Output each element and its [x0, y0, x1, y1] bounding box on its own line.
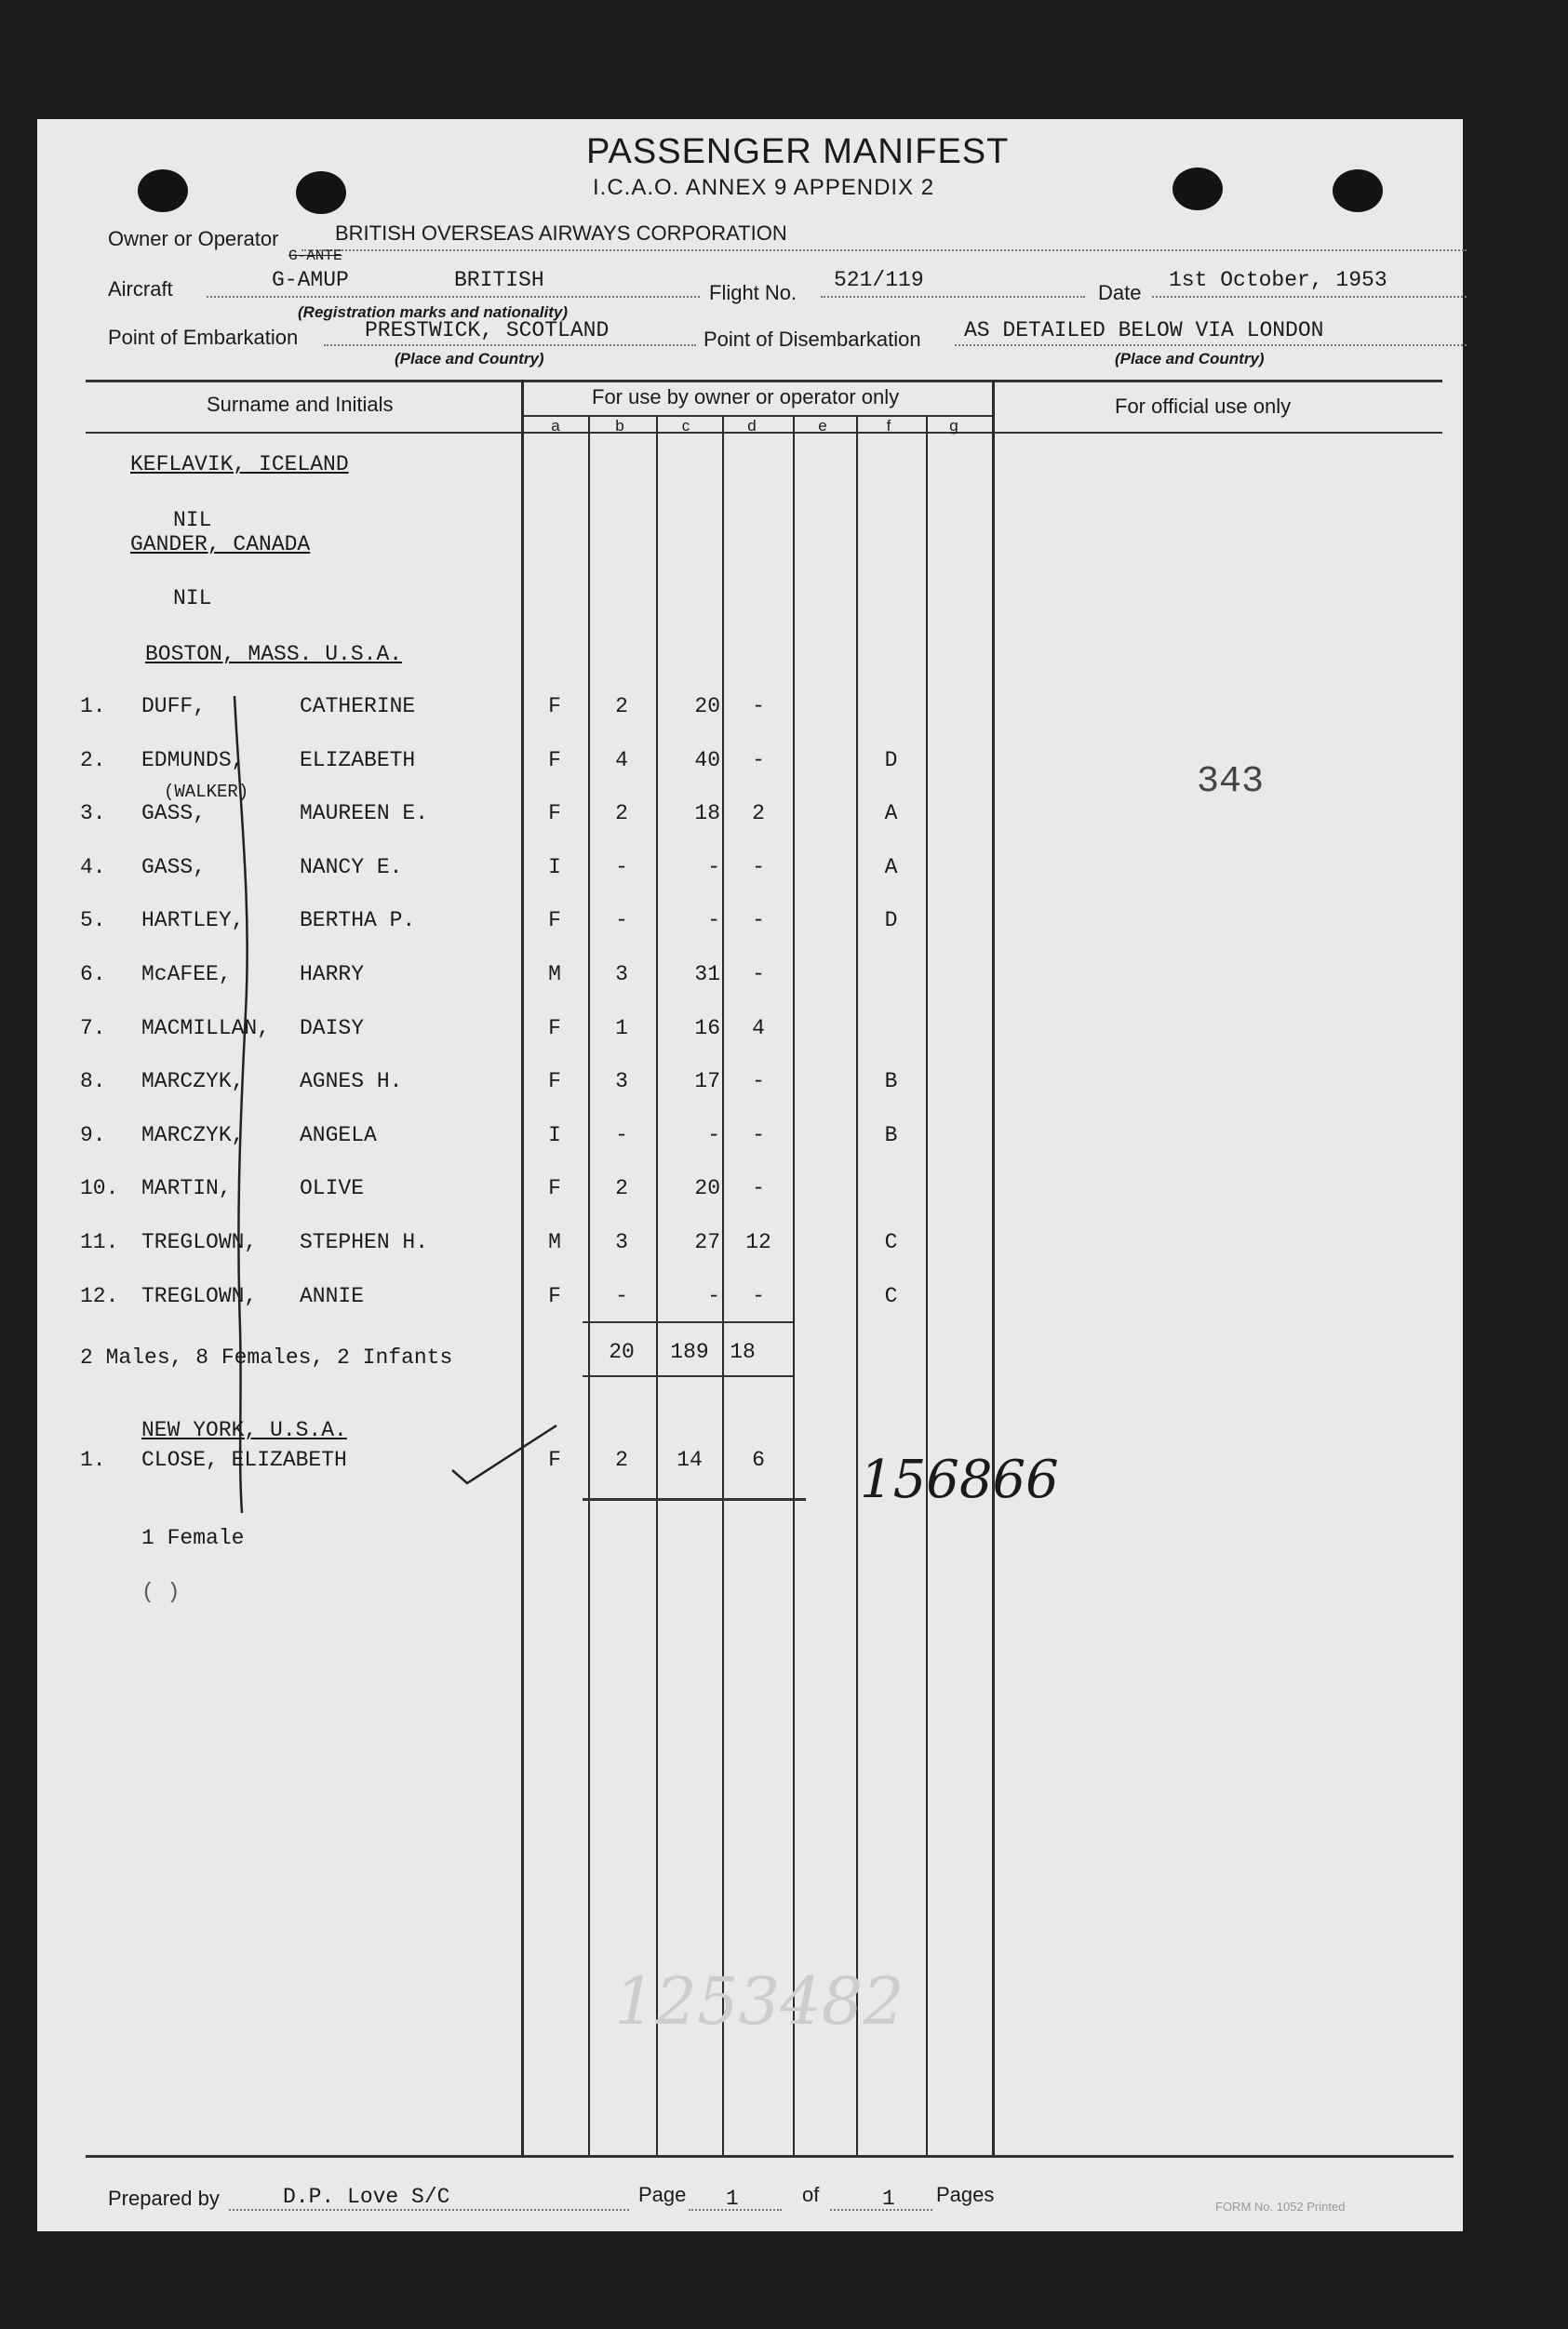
flight-label: Flight No.: [709, 281, 797, 304]
passenger-f: A: [884, 801, 898, 826]
owner-label: Owner or Operator: [108, 227, 279, 250]
passenger-num: 2.: [80, 747, 106, 772]
registration-note: (Registration marks and nationality): [298, 303, 568, 321]
passenger-c: -: [707, 854, 720, 879]
manifest-page: [37, 119, 1463, 2231]
section-boston: BOSTON, MASS. U.S.A.: [145, 642, 403, 666]
ny-row-d: 6: [752, 1448, 765, 1472]
embarkation-label: Point of Embarkation: [108, 326, 299, 349]
passenger-c: 27: [694, 1230, 720, 1254]
ny-row-a: F: [548, 1448, 561, 1472]
passenger-c: 20: [694, 694, 720, 718]
passenger-b: -: [615, 1122, 628, 1147]
passenger-a: F: [548, 1015, 561, 1040]
passenger-c: -: [707, 908, 720, 933]
owner-value: BRITISH OVERSEAS AIRWAYS CORPORATION: [335, 221, 787, 245]
passenger-a: F: [548, 1176, 561, 1201]
passenger-f: D: [884, 908, 898, 933]
passenger-d: -: [752, 747, 765, 772]
passenger-b: 3: [615, 1230, 628, 1254]
passenger-b: 4: [615, 747, 628, 772]
passenger-b: -: [615, 908, 628, 933]
of-value: 1: [882, 2187, 895, 2211]
passenger-given: STEPHEN H.: [300, 1230, 429, 1254]
ny-row-b: 2: [615, 1448, 628, 1472]
flight-value: 521/119: [834, 268, 924, 292]
aircraft-struck: G-ANTE: [288, 248, 342, 264]
passenger-surname: EDMUNDS,: [141, 747, 245, 772]
passenger-a: F: [548, 801, 561, 826]
passenger-a: I: [548, 854, 561, 879]
passenger-num: 12.: [80, 1283, 119, 1308]
passenger-b: 1: [615, 1015, 628, 1040]
passenger-num: 7.: [80, 1015, 106, 1040]
passenger-num: 1.: [80, 694, 106, 718]
keflavik-nil: NIL: [173, 508, 212, 532]
passenger-num: 8.: [80, 1069, 106, 1094]
passenger-num: 5.: [80, 908, 106, 933]
ny-row-name: CLOSE, ELIZABETH: [141, 1448, 347, 1472]
passenger-a: F: [548, 747, 561, 772]
punch-hole-2: [296, 171, 346, 214]
passenger-given: OLIVE: [300, 1176, 365, 1201]
passenger-f: A: [884, 854, 898, 879]
passenger-given: BERTHA P.: [300, 908, 416, 933]
prepared-label: Prepared by: [108, 2187, 220, 2210]
passenger-b: -: [615, 1283, 628, 1308]
passenger-surname: DUFF,: [141, 694, 207, 718]
passenger-c: -: [707, 1122, 720, 1147]
passenger-c: 16: [694, 1015, 720, 1040]
punch-hole-4: [1333, 169, 1383, 212]
embarkation-note: (Place and Country): [395, 350, 544, 368]
passenger-d: -: [752, 1283, 765, 1308]
col-header-name: Surname and Initials: [207, 393, 394, 416]
passenger-d: -: [752, 1176, 765, 1201]
ny-summary: 1 Female: [141, 1526, 245, 1550]
pen-line: [223, 696, 261, 1515]
ny-row-num: 1.: [80, 1448, 106, 1472]
walker-note: (WALKER): [164, 782, 249, 802]
passenger-b: 2: [615, 1176, 628, 1201]
passenger-given: NANCY E.: [300, 854, 403, 879]
passenger-f: D: [884, 747, 898, 772]
passenger-num: 10.: [80, 1176, 119, 1201]
disembarkation-note: (Place and Country): [1115, 350, 1265, 368]
passenger-surname: GASS,: [141, 801, 207, 826]
punch-hole-1: [138, 169, 188, 212]
passenger-num: 4.: [80, 854, 106, 879]
passenger-b: 3: [615, 962, 628, 986]
passenger-d: -: [752, 908, 765, 933]
col-letter-a: a: [551, 417, 560, 435]
col-letter-e: e: [818, 417, 827, 435]
disembarkation-label: Point of Disembarkation: [704, 328, 921, 351]
passenger-a: F: [548, 1283, 561, 1308]
col-header-official-use: For official use only: [1115, 395, 1292, 418]
passenger-d: -: [752, 1122, 765, 1147]
passenger-f: B: [884, 1122, 898, 1147]
col-letter-g: g: [949, 417, 958, 435]
passenger-f: C: [884, 1230, 898, 1254]
embarkation-value: PRESTWICK, SCOTLAND: [365, 318, 610, 342]
boston-total-d: 18: [730, 1340, 756, 1364]
passenger-num: 6.: [80, 962, 106, 986]
passenger-d: 4: [752, 1015, 765, 1040]
passenger-a: F: [548, 1069, 561, 1094]
boston-summary-text: 2 Males, 8 Females, 2 Infants: [80, 1345, 453, 1370]
ny-paren: ( ): [141, 1580, 181, 1604]
ny-row-c: 14: [677, 1448, 703, 1472]
passenger-given: MAUREEN E.: [300, 801, 429, 826]
disembarkation-value: AS DETAILED BELOW VIA LONDON: [964, 318, 1324, 342]
form-subtitle: I.C.A.O. ANNEX 9 APPENDIX 2: [593, 175, 935, 200]
passenger-given: ANNIE: [300, 1283, 365, 1308]
date-value: 1st October, 1953: [1169, 268, 1387, 292]
passenger-d: -: [752, 854, 765, 879]
passenger-given: CATHERINE: [300, 694, 416, 718]
form-title: PASSENGER MANIFEST: [586, 132, 1010, 171]
passenger-num: 9.: [80, 1122, 106, 1147]
passenger-surname: MARCZYK,: [141, 1069, 245, 1094]
handwritten-number: 156866: [860, 1450, 1059, 1510]
passenger-c: 20: [694, 1176, 720, 1201]
passenger-a: F: [548, 694, 561, 718]
aircraft-label: Aircraft: [108, 277, 173, 301]
passenger-a: F: [548, 908, 561, 933]
punch-hole-3: [1173, 167, 1223, 210]
passenger-given: ANGELA: [300, 1122, 377, 1147]
passenger-surname: TREGLOWN,: [141, 1283, 258, 1308]
passenger-d: 12: [745, 1230, 771, 1254]
boston-total-c: 189: [670, 1340, 709, 1364]
aircraft-nationality: BRITISH: [454, 268, 544, 292]
passenger-c: 40: [694, 747, 720, 772]
passenger-d: 2: [752, 801, 765, 826]
form-id: FORM No. 1052 Printed: [1215, 2200, 1346, 2214]
col-letter-f: f: [886, 417, 891, 435]
official-number: 343: [1197, 761, 1265, 803]
passenger-b: -: [615, 854, 628, 879]
passenger-b: 3: [615, 1069, 628, 1094]
passenger-c: -: [707, 1283, 720, 1308]
passenger-given: ELIZABETH: [300, 747, 416, 772]
passenger-given: AGNES H.: [300, 1069, 403, 1094]
passenger-given: DAISY: [300, 1015, 365, 1040]
col-header-owner-use: For use by owner or operator only: [592, 385, 900, 408]
passenger-a: M: [548, 962, 561, 986]
passenger-surname: MARTIN,: [141, 1176, 232, 1201]
passenger-d: -: [752, 694, 765, 718]
section-keflavik: KEFLAVIK, ICELAND: [130, 452, 349, 476]
passenger-surname: TREGLOWN,: [141, 1230, 258, 1254]
passenger-b: 2: [615, 694, 628, 718]
section-gander: GANDER, CANADA: [130, 532, 311, 556]
passenger-d: -: [752, 962, 765, 986]
col-letter-b: b: [615, 417, 624, 435]
faint-handwriting: 1253482: [614, 1963, 905, 2040]
passenger-c: 17: [694, 1069, 720, 1094]
passenger-surname: MACMILLAN,: [141, 1015, 271, 1040]
passenger-num: 3.: [80, 801, 106, 826]
passenger-surname: HARTLEY,: [141, 908, 245, 933]
passenger-f: C: [884, 1283, 898, 1308]
passenger-d: -: [752, 1069, 765, 1094]
col-letter-c: c: [681, 417, 690, 435]
of-label: of: [802, 2183, 820, 2206]
passenger-a: M: [548, 1230, 561, 1254]
boston-total-b: 20: [609, 1340, 635, 1364]
gander-nil: NIL: [173, 586, 212, 610]
passenger-c: 18: [694, 801, 720, 826]
aircraft-registration: G-AMUP: [272, 268, 349, 292]
passenger-surname: GASS,: [141, 854, 207, 879]
passenger-f: B: [884, 1069, 898, 1094]
page-value: 1: [726, 2187, 739, 2211]
passenger-given: HARRY: [300, 962, 365, 986]
passenger-surname: McAFEE,: [141, 962, 232, 986]
section-new-york: NEW YORK, U.S.A.: [141, 1418, 347, 1442]
passenger-num: 11.: [80, 1230, 119, 1254]
passenger-b: 2: [615, 801, 628, 826]
prepared-value: D.P. Love S/C: [283, 2185, 450, 2209]
date-label: Date: [1098, 281, 1142, 304]
pages-label: Pages: [936, 2183, 995, 2206]
col-letter-d: d: [747, 417, 757, 435]
passenger-c: 31: [694, 962, 720, 986]
page-label: Page: [638, 2183, 687, 2206]
passenger-surname: MARCZYK,: [141, 1122, 245, 1147]
passenger-a: I: [548, 1122, 561, 1147]
